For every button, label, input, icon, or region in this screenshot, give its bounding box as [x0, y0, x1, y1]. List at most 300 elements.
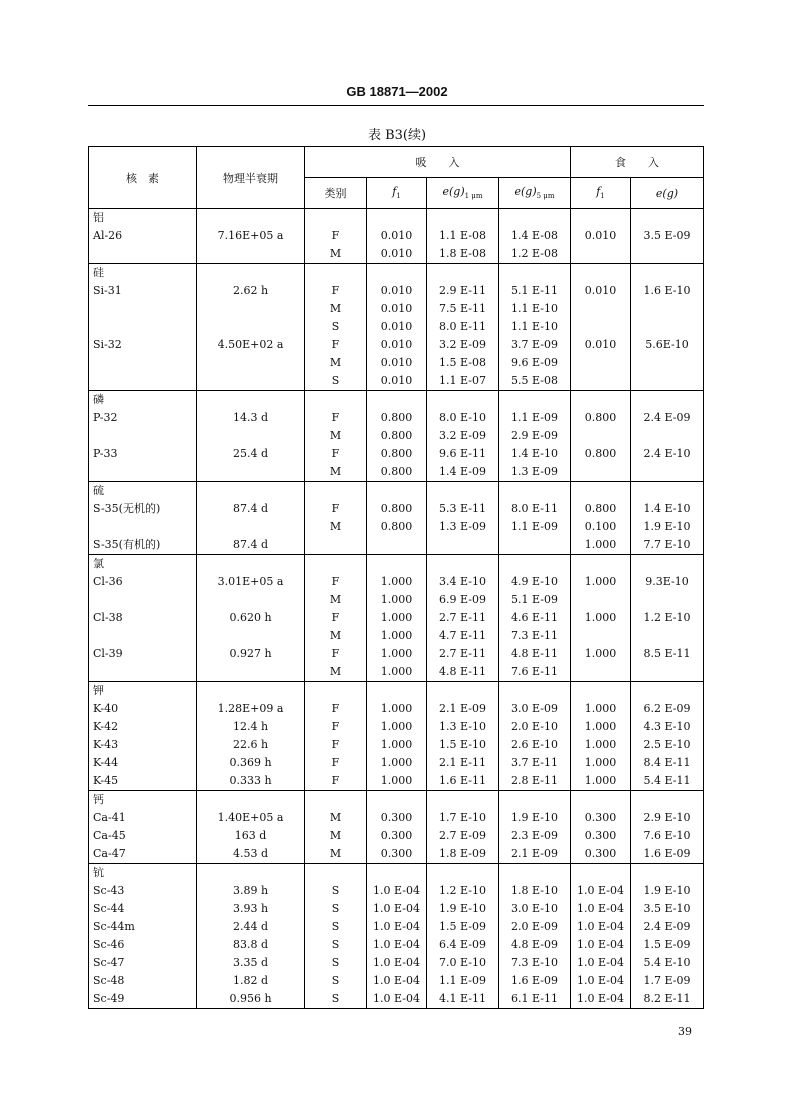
table-cell: 14.3 d — [197, 409, 305, 427]
table-cell — [571, 354, 631, 372]
table-cell: 2.7 E-11 — [427, 609, 499, 627]
table-cell: 1.3 E-10 — [427, 718, 499, 736]
table-cell: 4.53 d — [197, 845, 305, 864]
table-cell: 2.5 E-10 — [631, 736, 704, 754]
table-cell: K-40 — [89, 700, 197, 718]
table-cell — [631, 245, 704, 264]
table-row — [89, 718, 704, 736]
table-cell: 4.3 E-10 — [631, 718, 704, 736]
table-cell: 1.9 E-10 — [631, 882, 704, 900]
table-cell — [197, 354, 305, 372]
table-row — [89, 645, 704, 663]
element-group-row — [89, 264, 704, 283]
table-cell: S — [305, 936, 367, 954]
table-cell — [89, 300, 197, 318]
table-cell: 2.4 E-09 — [631, 918, 704, 936]
table-cell: 6.9 E-09 — [427, 591, 499, 609]
table-cell: 5.4 E-11 — [631, 772, 704, 791]
table-cell: 1.0 E-04 — [571, 972, 631, 990]
table-cell — [367, 536, 427, 555]
table-cell: 1.9 E-10 — [427, 900, 499, 918]
table-cell: M — [305, 427, 367, 445]
header-nuclide: 核 素 — [89, 147, 197, 209]
table-cell — [89, 354, 197, 372]
element-name: 磷 — [89, 391, 197, 410]
table-cell: 0.100 — [571, 518, 631, 536]
table-cell: S — [305, 918, 367, 936]
table-cell: 5.4 E-10 — [631, 954, 704, 972]
table-cell: 1.000 — [571, 700, 631, 718]
table-cell — [631, 300, 704, 318]
table-cell: 0.010 — [367, 372, 427, 391]
table-cell — [571, 591, 631, 609]
table-cell: 2.9 E-09 — [499, 427, 571, 445]
table-row — [89, 845, 704, 864]
table-cell: M — [305, 827, 367, 845]
table-cell: K-42 — [89, 718, 197, 736]
table-cell: Ca-45 — [89, 827, 197, 845]
table-cell: 0.300 — [571, 827, 631, 845]
table-cell: 7.7 E-10 — [631, 536, 704, 555]
table-cell: 4.8 E-11 — [499, 645, 571, 663]
table-cell: 2.1 E-11 — [427, 754, 499, 772]
table-cell: S-35(有机的) — [89, 536, 197, 555]
table-row — [89, 936, 704, 954]
element-name: 钾 — [89, 682, 197, 701]
table-cell: 1.000 — [367, 754, 427, 772]
table-cell: 1.000 — [571, 573, 631, 591]
table-cell: F — [305, 573, 367, 591]
table-cell: 8.5 E-11 — [631, 645, 704, 663]
table-cell: 1.4 E-08 — [499, 227, 571, 245]
table-cell — [197, 627, 305, 645]
table-cell — [197, 372, 305, 391]
dose-coefficient-table — [88, 146, 704, 1009]
table-cell: 5.6E-10 — [631, 336, 704, 354]
table-cell: K-45 — [89, 772, 197, 791]
table-row — [89, 827, 704, 845]
table-cell — [631, 627, 704, 645]
table-cell: 8.0 E-10 — [427, 409, 499, 427]
table-cell: M — [305, 809, 367, 827]
table-cell: 1.0 E-04 — [367, 882, 427, 900]
table-row — [89, 900, 704, 918]
table-cell — [89, 627, 197, 645]
table-row — [89, 609, 704, 627]
table-cell: 0.010 — [367, 354, 427, 372]
table-cell: P-32 — [89, 409, 197, 427]
element-name: 氯 — [89, 555, 197, 574]
table-cell: 2.9 E-11 — [427, 282, 499, 300]
header-inhalation: 吸 入 — [305, 147, 571, 178]
table-cell: 1.6 E-10 — [631, 282, 704, 300]
table-cell: 4.9 E-10 — [499, 573, 571, 591]
table-cell: 6.2 E-09 — [631, 700, 704, 718]
table-cell: 1.0 E-04 — [367, 918, 427, 936]
table-cell: 0.010 — [367, 336, 427, 354]
table-cell: 9.6 E-09 — [499, 354, 571, 372]
table-cell: 3.89 h — [197, 882, 305, 900]
table-row — [89, 627, 704, 645]
table-row — [89, 990, 704, 1009]
table-row — [89, 536, 704, 555]
element-group-row — [89, 482, 704, 501]
table-cell — [305, 536, 367, 555]
table-row — [89, 918, 704, 936]
table-cell: 3.4 E-10 — [427, 573, 499, 591]
table-cell — [197, 463, 305, 482]
table-cell — [197, 245, 305, 264]
table-cell: 1.0 E-04 — [367, 936, 427, 954]
table-row — [89, 573, 704, 591]
table-cell — [89, 372, 197, 391]
table-cell: F — [305, 772, 367, 791]
table-cell: 1.5 E-09 — [427, 918, 499, 936]
table-cell — [89, 427, 197, 445]
element-name: 钪 — [89, 864, 197, 883]
table-cell: 4.50E+02 a — [197, 336, 305, 354]
table-cell: M — [305, 354, 367, 372]
element-group-row — [89, 791, 704, 810]
table-cell: 1.0 E-04 — [367, 954, 427, 972]
table-cell: 1.000 — [571, 718, 631, 736]
table-cell: 2.1 E-09 — [499, 845, 571, 864]
table-cell: 1.4 E-10 — [631, 500, 704, 518]
table-cell: 0.010 — [571, 336, 631, 354]
table-row — [89, 300, 704, 318]
table-cell: 1.000 — [367, 663, 427, 682]
table-cell: 1.000 — [367, 700, 427, 718]
table-cell: 1.0 E-04 — [367, 990, 427, 1009]
table-row — [89, 227, 704, 245]
table-cell: 1.4 E-09 — [427, 463, 499, 482]
table-cell: 2.7 E-11 — [427, 645, 499, 663]
table-cell: 1.000 — [367, 736, 427, 754]
element-name: 硫 — [89, 482, 197, 501]
header-f1-inhalation: $f_1$ — [367, 178, 427, 209]
table-row — [89, 372, 704, 391]
element-name: 钙 — [89, 791, 197, 810]
table-row — [89, 972, 704, 990]
table-cell: M — [305, 300, 367, 318]
table-cell: 7.3 E-10 — [499, 954, 571, 972]
table-row — [89, 663, 704, 682]
table-cell: 1.1 E-09 — [499, 409, 571, 427]
table-cell — [197, 518, 305, 536]
table-cell: 1.82 d — [197, 972, 305, 990]
table-cell: M — [305, 518, 367, 536]
table-cell — [89, 245, 197, 264]
table-row — [89, 354, 704, 372]
table-cell: 3.5 E-09 — [631, 227, 704, 245]
table-cell: 8.0 E-11 — [499, 500, 571, 518]
table-cell: 0.333 h — [197, 772, 305, 791]
table-cell: 83.8 d — [197, 936, 305, 954]
table-cell: 25.4 d — [197, 445, 305, 463]
table-cell: F — [305, 336, 367, 354]
table-cell: 1.5 E-08 — [427, 354, 499, 372]
table-cell: 1.6 E-11 — [427, 772, 499, 791]
element-group-row — [89, 682, 704, 701]
table-cell: 1.8 E-09 — [427, 845, 499, 864]
table-cell: 2.1 E-09 — [427, 700, 499, 718]
table-cell: S-35(无机的) — [89, 500, 197, 518]
table-cell: 1.5 E-09 — [631, 936, 704, 954]
table-cell: F — [305, 409, 367, 427]
table-cell — [571, 300, 631, 318]
table-cell — [571, 372, 631, 391]
table-body — [89, 209, 704, 1009]
table-cell: 0.800 — [571, 445, 631, 463]
table-cell: S — [305, 882, 367, 900]
table-cell: 1.6 E-09 — [499, 972, 571, 990]
table-cell: 1.7 E-10 — [427, 809, 499, 827]
table-cell: 1.2 E-10 — [631, 609, 704, 627]
table-cell: Cl-39 — [89, 645, 197, 663]
table-cell: 0.620 h — [197, 609, 305, 627]
table-cell — [571, 427, 631, 445]
table-cell: 1.3 E-09 — [499, 463, 571, 482]
header-half-life: 物理半衰期 — [197, 147, 305, 209]
table-cell: 1.1 E-10 — [499, 318, 571, 336]
table-cell: 1.8 E-10 — [499, 882, 571, 900]
table-cell: 3.7 E-09 — [499, 336, 571, 354]
table-cell — [631, 427, 704, 445]
table-cell: 1.1 E-10 — [499, 300, 571, 318]
table-row — [89, 245, 704, 264]
table-row — [89, 754, 704, 772]
table-cell — [571, 245, 631, 264]
table-cell: 1.0 E-04 — [571, 918, 631, 936]
table-cell: 1.000 — [571, 609, 631, 627]
table-cell: Si-32 — [89, 336, 197, 354]
table-cell — [89, 663, 197, 682]
table-row — [89, 318, 704, 336]
table-cell: 2.9 E-10 — [631, 809, 704, 827]
table-cell: F — [305, 282, 367, 300]
table-cell: F — [305, 645, 367, 663]
table-cell: 2.44 d — [197, 918, 305, 936]
table-cell — [631, 591, 704, 609]
table-cell: 1.0 E-04 — [571, 990, 631, 1009]
table-cell: Ca-41 — [89, 809, 197, 827]
table-cell: 1.6 E-09 — [631, 845, 704, 864]
table-cell: 1.4 E-10 — [499, 445, 571, 463]
table-cell: Sc-44 — [89, 900, 197, 918]
table-cell: 2.7 E-09 — [427, 827, 499, 845]
table-cell: M — [305, 591, 367, 609]
table-cell: 0.800 — [571, 500, 631, 518]
table-cell: 4.6 E-11 — [499, 609, 571, 627]
table-cell: 2.0 E-10 — [499, 718, 571, 736]
table-cell: 6.4 E-09 — [427, 936, 499, 954]
table-cell: 1.2 E-08 — [499, 245, 571, 264]
table-cell: F — [305, 500, 367, 518]
table-cell: 3.01E+05 a — [197, 573, 305, 591]
element-name: 硅 — [89, 264, 197, 283]
table-cell: 0.010 — [367, 300, 427, 318]
table-cell: Ca-47 — [89, 845, 197, 864]
table-cell: 3.0 E-09 — [499, 700, 571, 718]
table-cell — [89, 318, 197, 336]
table-cell — [499, 536, 571, 555]
table-cell: 1.0 E-04 — [571, 900, 631, 918]
table-row — [89, 282, 704, 300]
header-e-ingestion: e(g) — [631, 178, 704, 209]
table-cell: 8.0 E-11 — [427, 318, 499, 336]
table-cell: 0.956 h — [197, 990, 305, 1009]
table-cell — [631, 463, 704, 482]
table-cell: 1.8 E-08 — [427, 245, 499, 264]
table-cell: 87.4 d — [197, 500, 305, 518]
element-group-row — [89, 209, 704, 228]
table-cell: 0.800 — [367, 500, 427, 518]
table-row — [89, 500, 704, 518]
table-cell: 1.000 — [367, 609, 427, 627]
table-cell: 0.927 h — [197, 645, 305, 663]
table-cell: 2.6 E-10 — [499, 736, 571, 754]
table-cell — [631, 663, 704, 682]
table-cell: 1.000 — [571, 536, 631, 555]
table-cell: 0.800 — [367, 518, 427, 536]
table-cell: 1.40E+05 a — [197, 809, 305, 827]
table-cell — [427, 536, 499, 555]
header-e-5um: $e(g)_{5 \mu m}$ — [499, 178, 571, 209]
table-cell: 3.93 h — [197, 900, 305, 918]
table-row — [89, 336, 704, 354]
table-cell: 9.6 E-11 — [427, 445, 499, 463]
table-cell: 1.9 E-10 — [631, 518, 704, 536]
table-cell: 7.0 E-10 — [427, 954, 499, 972]
table-cell: 2.4 E-09 — [631, 409, 704, 427]
table-cell: 1.1 E-08 — [427, 227, 499, 245]
table-cell: F — [305, 718, 367, 736]
table-cell: M — [305, 845, 367, 864]
table-cell: M — [305, 663, 367, 682]
table-cell — [89, 518, 197, 536]
table-row — [89, 445, 704, 463]
table-cell: 1.0 E-04 — [367, 900, 427, 918]
table-cell: 4.7 E-11 — [427, 627, 499, 645]
table-cell: Sc-48 — [89, 972, 197, 990]
element-group-row — [89, 864, 704, 883]
table-cell: 22.6 h — [197, 736, 305, 754]
table-cell: 7.16E+05 a — [197, 227, 305, 245]
table-cell: 0.300 — [367, 809, 427, 827]
table-cell: 1.1 E-07 — [427, 372, 499, 391]
table-cell: 0.010 — [367, 245, 427, 264]
table-cell: 1.000 — [571, 736, 631, 754]
table-cell: 0.800 — [367, 427, 427, 445]
table-cell: F — [305, 754, 367, 772]
table-row — [89, 772, 704, 791]
table-cell — [571, 463, 631, 482]
table-cell: 9.3E-10 — [631, 573, 704, 591]
table-cell: 1.7 E-09 — [631, 972, 704, 990]
table-cell: 0.010 — [571, 227, 631, 245]
element-name: 铝 — [89, 209, 197, 228]
table-cell: 0.010 — [571, 282, 631, 300]
table-cell: 0.800 — [367, 463, 427, 482]
table-cell: Sc-46 — [89, 936, 197, 954]
table-row — [89, 427, 704, 445]
table-cell: Al-26 — [89, 227, 197, 245]
table-cell: 7.5 E-11 — [427, 300, 499, 318]
table-cell: 1.1 E-09 — [499, 518, 571, 536]
header-f1-ingestion: $f_1$ — [571, 178, 631, 209]
table-row — [89, 882, 704, 900]
table-cell: 8.2 E-11 — [631, 990, 704, 1009]
table-cell: F — [305, 445, 367, 463]
table-cell: F — [305, 227, 367, 245]
table-cell: 5.5 E-08 — [499, 372, 571, 391]
table-cell: Sc-43 — [89, 882, 197, 900]
table-cell: 0.800 — [571, 409, 631, 427]
table-cell: 7.3 E-11 — [499, 627, 571, 645]
table-cell: 1.000 — [367, 645, 427, 663]
table-cell: 1.000 — [571, 772, 631, 791]
page-number: 39 — [678, 1025, 692, 1038]
table-cell — [89, 463, 197, 482]
table-cell: 3.7 E-11 — [499, 754, 571, 772]
table-cell: Sc-47 — [89, 954, 197, 972]
table-cell: Cl-38 — [89, 609, 197, 627]
table-cell: S — [305, 972, 367, 990]
element-group-row — [89, 555, 704, 574]
table-row — [89, 700, 704, 718]
table-cell: 5.3 E-11 — [427, 500, 499, 518]
table-cell: 163 d — [197, 827, 305, 845]
table-cell: 1.2 E-10 — [427, 882, 499, 900]
table-cell: 87.4 d — [197, 536, 305, 555]
table-cell: Sc-44m — [89, 918, 197, 936]
table-cell: S — [305, 954, 367, 972]
table-cell: 1.000 — [571, 754, 631, 772]
element-group-row — [89, 391, 704, 410]
table-cell: 0.800 — [367, 409, 427, 427]
table-cell: 8.4 E-11 — [631, 754, 704, 772]
table-row — [89, 591, 704, 609]
table-cell: 3.0 E-10 — [499, 900, 571, 918]
table-cell: 1.0 E-04 — [571, 882, 631, 900]
table-row — [89, 736, 704, 754]
table-cell: 4.8 E-09 — [499, 936, 571, 954]
table-cell — [197, 427, 305, 445]
table-cell: 1.0 E-04 — [571, 936, 631, 954]
table-cell: Si-31 — [89, 282, 197, 300]
table-cell: M — [305, 245, 367, 264]
table-cell: 3.2 E-09 — [427, 336, 499, 354]
table-cell: 5.1 E-09 — [499, 591, 571, 609]
table-cell: P-33 — [89, 445, 197, 463]
table-cell — [197, 663, 305, 682]
table-cell — [571, 627, 631, 645]
header-type: 类别 — [305, 178, 367, 209]
table-cell: 0.300 — [367, 845, 427, 864]
table-cell: 1.000 — [367, 718, 427, 736]
table-cell: Sc-49 — [89, 990, 197, 1009]
table-cell: 0.300 — [571, 845, 631, 864]
table-row — [89, 518, 704, 536]
table-cell: 3.5 E-10 — [631, 900, 704, 918]
table-cell — [631, 354, 704, 372]
table-row — [89, 409, 704, 427]
table-cell — [631, 318, 704, 336]
table-cell: 1.0 E-04 — [367, 972, 427, 990]
table-cell: 0.010 — [367, 282, 427, 300]
header-ingestion: 食 入 — [571, 147, 704, 178]
table-cell: S — [305, 372, 367, 391]
